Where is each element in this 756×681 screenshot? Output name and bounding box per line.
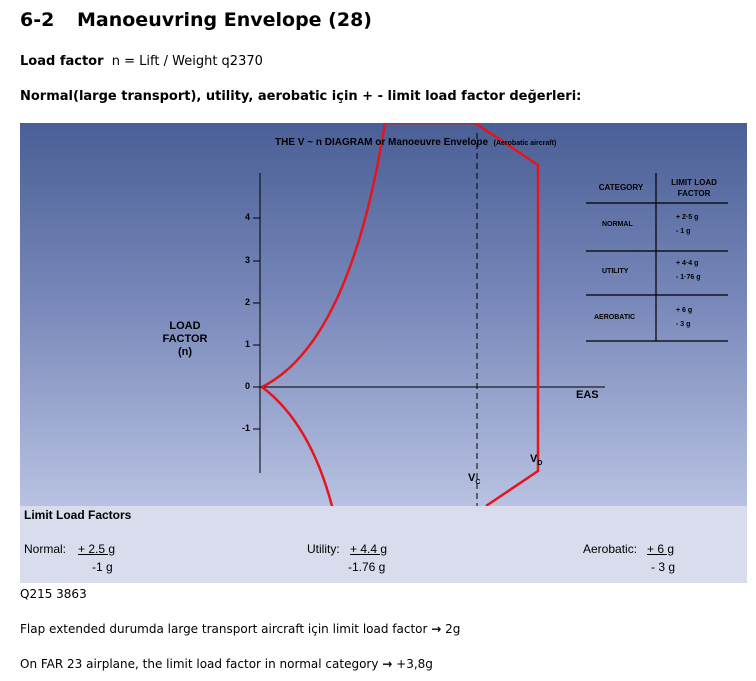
far23-answer: +3,8g (396, 657, 433, 671)
table-normal-plus: + 2·5 g (676, 214, 699, 221)
table-category-utility: UTILITY (602, 268, 629, 275)
utility-minus: -1.76 g (348, 560, 386, 574)
load-factor-line (20, 54, 263, 69)
section-title: Manoeuvring Envelope (28) (77, 9, 372, 31)
table-header-limit: LIMIT LOAD FACTOR (671, 178, 717, 198)
question-code: Q215 3863 (20, 587, 87, 601)
section-number: 6-2 (20, 9, 55, 31)
vc-label: $V_C$ (468, 472, 481, 487)
arrow-right-icon: → (431, 622, 442, 636)
limit-load-factors-panel (20, 506, 747, 583)
section-heading (20, 9, 372, 31)
table-utility-plus: + 4·4 g (676, 260, 699, 267)
y-tick-label-1: 1 (244, 339, 250, 349)
x-axis-label: EAS (576, 389, 599, 401)
aerobatic-minus: - 3 g (651, 560, 676, 574)
utility-plus: + 4.4 g (350, 542, 388, 556)
flap-extended-answer: 2g (445, 622, 461, 636)
vd-label: $V_D$ (530, 453, 543, 468)
y-tick-label-3: 3 (244, 255, 250, 265)
y-tick-label-4: 4 (244, 212, 250, 222)
panel-title: Limit Load Factors (24, 508, 132, 522)
table-aerobatic-plus: + 6 g (676, 307, 693, 314)
y-tick-label-2: 2 (244, 297, 250, 307)
aerobatic-plus: + 6 g (647, 542, 675, 556)
arrow-right-icon: → (382, 657, 393, 671)
far23-line (20, 657, 433, 671)
normal-plus: + 2.5 g (78, 542, 116, 556)
utility-label: Utility: (307, 542, 340, 556)
diagram-title-note: (Aerobatic aircraft) (493, 140, 557, 147)
positive-stall-curve (262, 123, 385, 387)
flap-extended-line (20, 622, 460, 636)
y-tick-label-neg1: -1 (241, 423, 250, 433)
envelope-boundary (385, 123, 538, 506)
table-utility-minus: - 1·76 g (676, 274, 701, 281)
y-axis-label: LOAD FACTOR (n) (162, 320, 208, 358)
diagram-title-text: THE V ~ n DIAGRAM or Manoeuvre Envelope (275, 137, 489, 148)
table-normal-minus: - 1 g (676, 228, 691, 235)
negative-stall-curve (262, 387, 332, 506)
normal-minus: -1 g (92, 560, 113, 574)
table-aerobatic-minus: - 3 g (676, 321, 691, 328)
far23-text: On FAR 23 airplane, the limit load factor in normal category (20, 657, 379, 671)
table-header-category: CATEGORY (598, 183, 644, 192)
table-category-aerobatic: AEROBATIC (594, 314, 636, 321)
vn-diagram-svg (20, 123, 747, 506)
normal-label: Normal: (24, 542, 67, 556)
flap-extended-text: Flap extended durumda large transport aircraft için limit load factor (20, 622, 428, 636)
y-tick-label-0: 0 (244, 381, 250, 391)
aerobatic-label: Aerobatic: (583, 542, 638, 556)
load-factor-label: Load factor (20, 54, 104, 69)
load-factor-formula: n = Lift / Weight q2370 (111, 54, 263, 69)
table-category-normal: NORMAL (602, 221, 633, 228)
diagram-title (275, 137, 556, 148)
vn-diagram-figure (20, 123, 747, 506)
limits-line: Normal(large transport), utility, aerobatic için + - limit load factor değerleri: (20, 89, 582, 104)
